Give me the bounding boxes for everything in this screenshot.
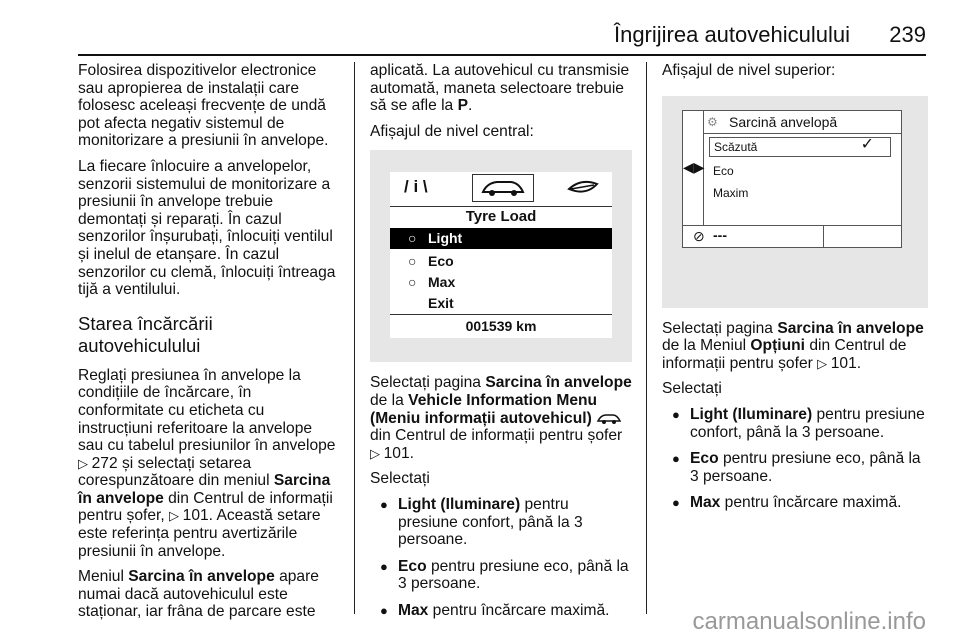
column-2: [370, 62, 632, 629]
arrow-reference-icon: ▷: [169, 508, 183, 524]
menu-item-eco[interactable]: Eco: [713, 163, 734, 178]
radio-icon: ○: [408, 230, 417, 247]
list-item: ● Light (Iluminare) pentru presiune confort, până la 3 persoane.: [370, 496, 632, 549]
header-rule: [78, 54, 926, 56]
arrow-reference-icon: ▷: [817, 355, 831, 371]
menu-item-exit[interactable]: Exit: [390, 293, 612, 315]
left-right-arrows-icon[interactable]: ◀▶: [683, 158, 705, 175]
paragraph: Reglați presiunea în anvelope la condițiile de încărcare, în conformitate cu eticheta cu instrucțiuni referitoare la anvelope sau cu tabelul presiunilor în anvelope ▷ 272 și selectați setarea corespunzătoare din meniul Sarcina în anvelope din Centrul de informații pentru șofer, ▷ 101. Această setare este referința pentru avertizările presiunii în anvelope.: [78, 366, 336, 560]
page-header: [0, 0, 960, 52]
radio-icon: ○: [408, 253, 417, 270]
page-number: 239: [889, 22, 926, 47]
paragraph: Selectați pagina Sarcina în anvelope de la Vehicle Information Menu (Meniu informații autovehicul) din Centrul de informații pentru șofer ▷ 101.: [370, 374, 632, 462]
column-divider: [646, 62, 647, 614]
screen-title: Sarcină anvelopă: [729, 113, 838, 130]
page-reference-link[interactable]: 272: [91, 454, 118, 472]
status-value: ---: [713, 226, 727, 243]
page-reference-link[interactable]: 101: [830, 354, 857, 372]
paragraph: La fiecare înlocuire a anvelopelor, senzorii sistemului de monitorizare a presiunii în anvelope trebuie demontați și reparați. În cazul senzorilor înșurubați, înlocuiți ventilul și inelul de etanșare. În cazul senzorilor cu clemă, înlocuiți întreaga tijă a ventilului.: [78, 157, 336, 299]
central-display-screen: [390, 172, 612, 338]
column-3: [662, 62, 928, 521]
menu-item-max[interactable]: ○ Max: [408, 274, 456, 291]
central-display-figure: [370, 150, 632, 362]
list-item: ● Eco pentru presiune eco, până la 3 persoane.: [662, 450, 928, 485]
arrow-reference-icon: ▷: [370, 445, 384, 461]
paragraph: Folosirea dispozitivelor electronice sau apropierea de instalații care folosesc aceleași frecvențe de undă pot afecta negativ sistemul de monitorizare a presiunii în anvelope.: [78, 62, 329, 150]
page-reference-link[interactable]: 101: [182, 507, 209, 525]
screen-title: Tyre Load: [465, 208, 537, 226]
option-list: [370, 496, 632, 620]
radio-icon: ○: [408, 274, 417, 291]
list-item: ● Eco pentru presiune eco, până la 3 persoane.: [370, 558, 632, 593]
menu-item-light[interactable]: ○ Light: [390, 228, 612, 249]
paragraph: Meniul Sarcina în anvelope apare numai dacă autovehiculul este staționar, iar frâna de parcare este: [78, 568, 319, 621]
list-item: ● Light (Iluminare) pentru presiune confort, până la 3 persoane.: [662, 406, 928, 441]
settings-icon: ⚙: [707, 114, 718, 129]
section-heading: Starea încărcării autovehiculului: [78, 312, 213, 356]
eco-leaf-icon: [566, 178, 600, 200]
menu-item-eco[interactable]: ○ Eco: [408, 253, 454, 270]
upper-display-figure: [662, 96, 928, 308]
paragraph: Afișajul de nivel central:: [370, 122, 534, 140]
list-item: ● Max pentru încărcare maximă.: [662, 494, 928, 512]
column-divider: [354, 62, 355, 614]
odometer: 001539 km: [465, 318, 537, 335]
option-list: [662, 406, 928, 512]
column-1: [78, 62, 340, 629]
tyre-warning-icon: ⊘: [693, 227, 705, 244]
list-item: ● Max pentru încărcare maximă.: [370, 602, 632, 620]
header-title: Îngrijirea autovehiculului: [613, 22, 850, 47]
watermark: carmanualsonline.info: [692, 608, 926, 635]
paragraph: Afișajul de nivel superior:: [662, 62, 836, 79]
trip-icon: / i \: [404, 177, 428, 197]
car-icon: [596, 412, 622, 425]
upper-display-screen: [682, 110, 902, 248]
menu-item-max[interactable]: Maxim: [713, 185, 749, 200]
car-icon: [473, 175, 533, 201]
page-reference-link[interactable]: 101: [383, 444, 410, 462]
menu-item-low[interactable]: Scăzută ✓: [709, 137, 891, 157]
paragraph: Selectați: [662, 380, 722, 398]
arrow-reference-icon: ▷: [78, 455, 92, 471]
checkmark-icon: ✓: [860, 135, 874, 153]
paragraph: Selectați: [370, 470, 430, 488]
paragraph: aplicată. La autovehicul cu transmisie automată, maneta selectoare trebuie să se afle la P.: [370, 62, 630, 115]
paragraph: Selectați pagina Sarcina în anvelope de la Meniul Opțiuni din Centrul de informații pentru șofer ▷ 101.: [662, 319, 924, 372]
